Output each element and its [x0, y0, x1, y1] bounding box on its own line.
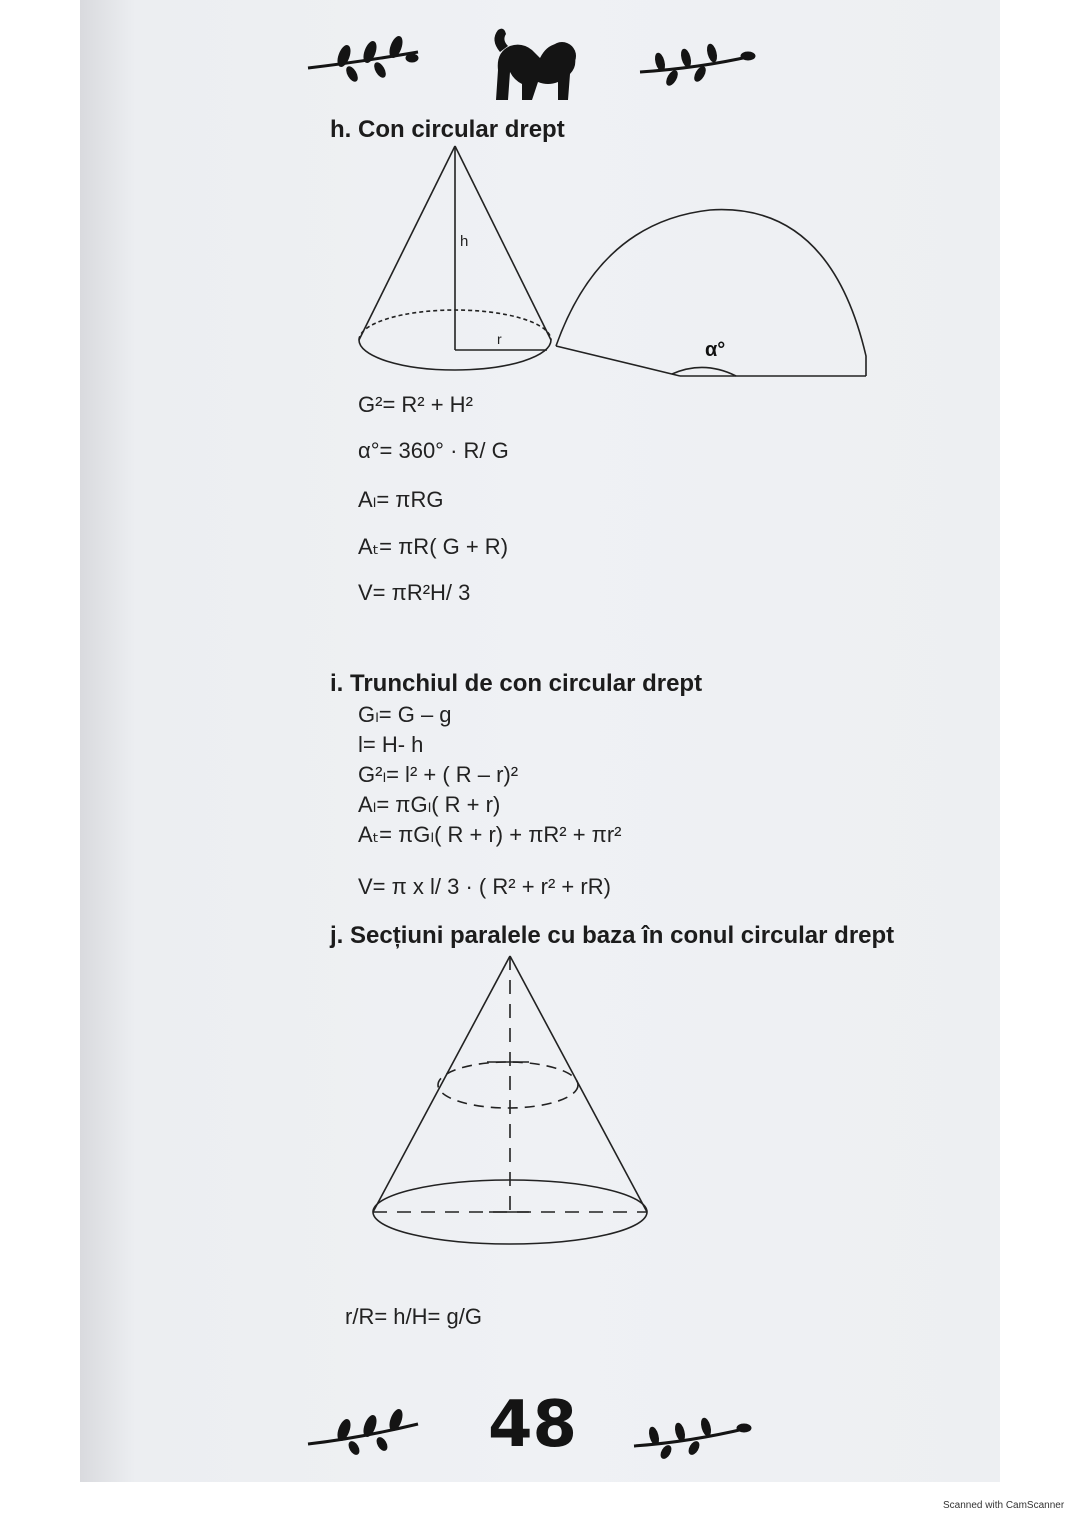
cone-drawing — [359, 146, 551, 370]
section-j-heading: j. Secțiuni paralele cu baza în conul circular drept — [330, 922, 895, 949]
section-h-heading: h. Con circular drept — [330, 116, 565, 143]
radius-label: r — [497, 331, 502, 347]
formula-h-4: Aₜ= πR( G + R) — [358, 534, 509, 559]
page-number: 48 — [488, 1388, 578, 1462]
formula-h-3: Aₗ= πRG — [358, 487, 444, 512]
angle-label: α° — [705, 339, 726, 361]
parallel-section-ellipse — [438, 1062, 578, 1108]
height-label: h — [460, 233, 469, 250]
formula-i-1: Gₗ= G – g — [358, 702, 452, 727]
formula-h-5: V= πR²H/ 3 — [358, 580, 471, 605]
formula-i-6: V= π x l/ 3 · ( R² + r² + rR) — [358, 874, 611, 899]
formula-h-1: G²= R² + H² — [358, 392, 473, 417]
formula-h-2: α°= 360° · R/ G — [358, 438, 509, 463]
formula-j: r/R= h/H= g/G — [345, 1304, 482, 1329]
formula-i-2: l= H- h — [358, 732, 424, 757]
cone-parallel-sections-figure — [365, 950, 655, 1250]
cone-with-development-figure — [350, 140, 880, 390]
lion-emblem-icon — [494, 29, 576, 100]
formula-i-4: Aₗ= πGₗ( R + r) — [358, 792, 501, 817]
scanner-credit: Scanned with CamScanner — [943, 1500, 1065, 1511]
formula-i-3: G²ₗ= l² + ( R – r)² — [358, 762, 519, 787]
formula-i-5: Aₜ= πGₗ( R + r) + πR² + πr² — [358, 822, 622, 847]
laurel-left-icon — [308, 35, 418, 83]
header-ornament — [300, 22, 760, 106]
section-i-heading: i. Trunchiul de con circular drept — [330, 670, 703, 697]
laurel-right-icon — [640, 43, 755, 87]
footer-laurel-right-icon — [630, 1400, 755, 1460]
cone-left-generatrix — [373, 956, 510, 1212]
footer-laurel-left-icon — [300, 1400, 455, 1460]
